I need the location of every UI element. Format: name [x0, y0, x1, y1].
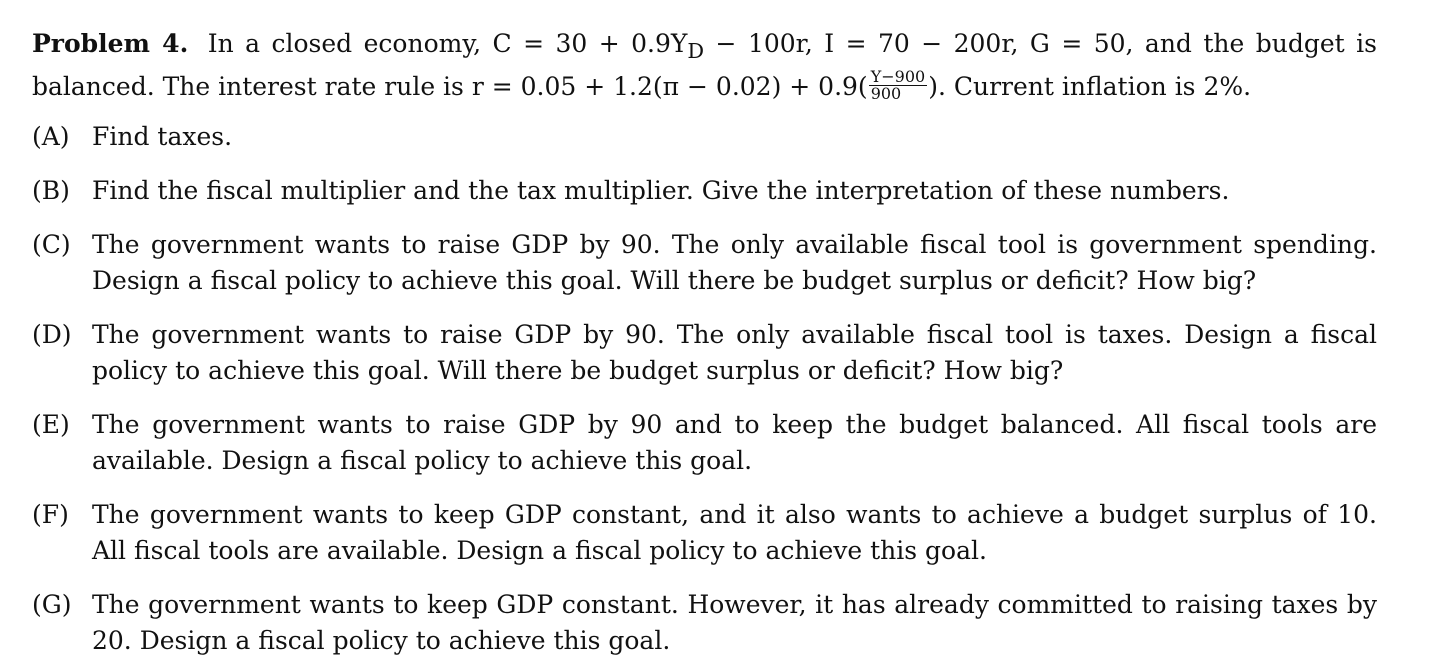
question-f [32, 497, 1377, 569]
question-g [32, 587, 1377, 659]
question-text: The government wants to keep GDP constant. However, it has already committed to raising taxes by 20. Design a fiscal policy to achieve this goal. [92, 590, 1377, 655]
intro-text-part2: − 100r, I = 70 − 200r, G = 50, and the budget is balanced. The interest rate rule is r = 0.05 + 1.2(π − 0.02) + 0.9( [32, 29, 1377, 101]
intro-text-part3: ). Current inflation is 2%. [928, 72, 1252, 101]
question-c [32, 227, 1377, 299]
output-gap-fraction [869, 69, 928, 102]
intro-subscript-d: D [687, 39, 705, 63]
intro-text-part1: In a closed economy, C = 30 + 0.9Y [207, 29, 688, 58]
question-text: The government wants to raise GDP by 90 and to keep the budget balanced. All fiscal tools are available. Design a fiscal policy to achieve this goal. [92, 410, 1377, 475]
problem-document [32, 26, 1377, 659]
question-text: The government wants to raise GDP by 90. The only available fiscal tool is taxes. Design a fiscal policy to achieve this goal. Will there be budget surplus or deficit? How big? [92, 320, 1377, 385]
question-d [32, 317, 1377, 389]
question-text: The government wants to raise GDP by 90. The only available fiscal tool is government spending. Design a fiscal policy to achieve this goal. Will there be budget surplus or deficit? How big? [92, 230, 1377, 295]
question-label: (F) [32, 500, 69, 529]
question-a [32, 119, 1377, 155]
question-label: (D) [32, 320, 72, 349]
question-label: (B) [32, 176, 70, 205]
fraction-numerator: Y−900 [870, 67, 926, 86]
question-text: The government wants to keep GDP constant, and it also wants to achieve a budget surplus of 10. All fiscal tools are available. Design a fiscal policy to achieve this goal. [92, 500, 1377, 565]
problem-intro [32, 26, 1377, 105]
question-text: Find the fiscal multiplier and the tax multiplier. Give the interpretation of these numbers. [92, 176, 1230, 205]
question-text: Find taxes. [92, 122, 233, 151]
question-label: (C) [32, 230, 71, 259]
fraction-denominator: 900 [870, 84, 902, 103]
question-list [32, 119, 1377, 659]
question-label: (E) [32, 410, 70, 439]
question-e [32, 407, 1377, 479]
question-b [32, 173, 1377, 209]
problem-heading: Problem 4. [32, 29, 189, 58]
question-label: (A) [32, 122, 70, 151]
question-label: (G) [32, 590, 72, 619]
